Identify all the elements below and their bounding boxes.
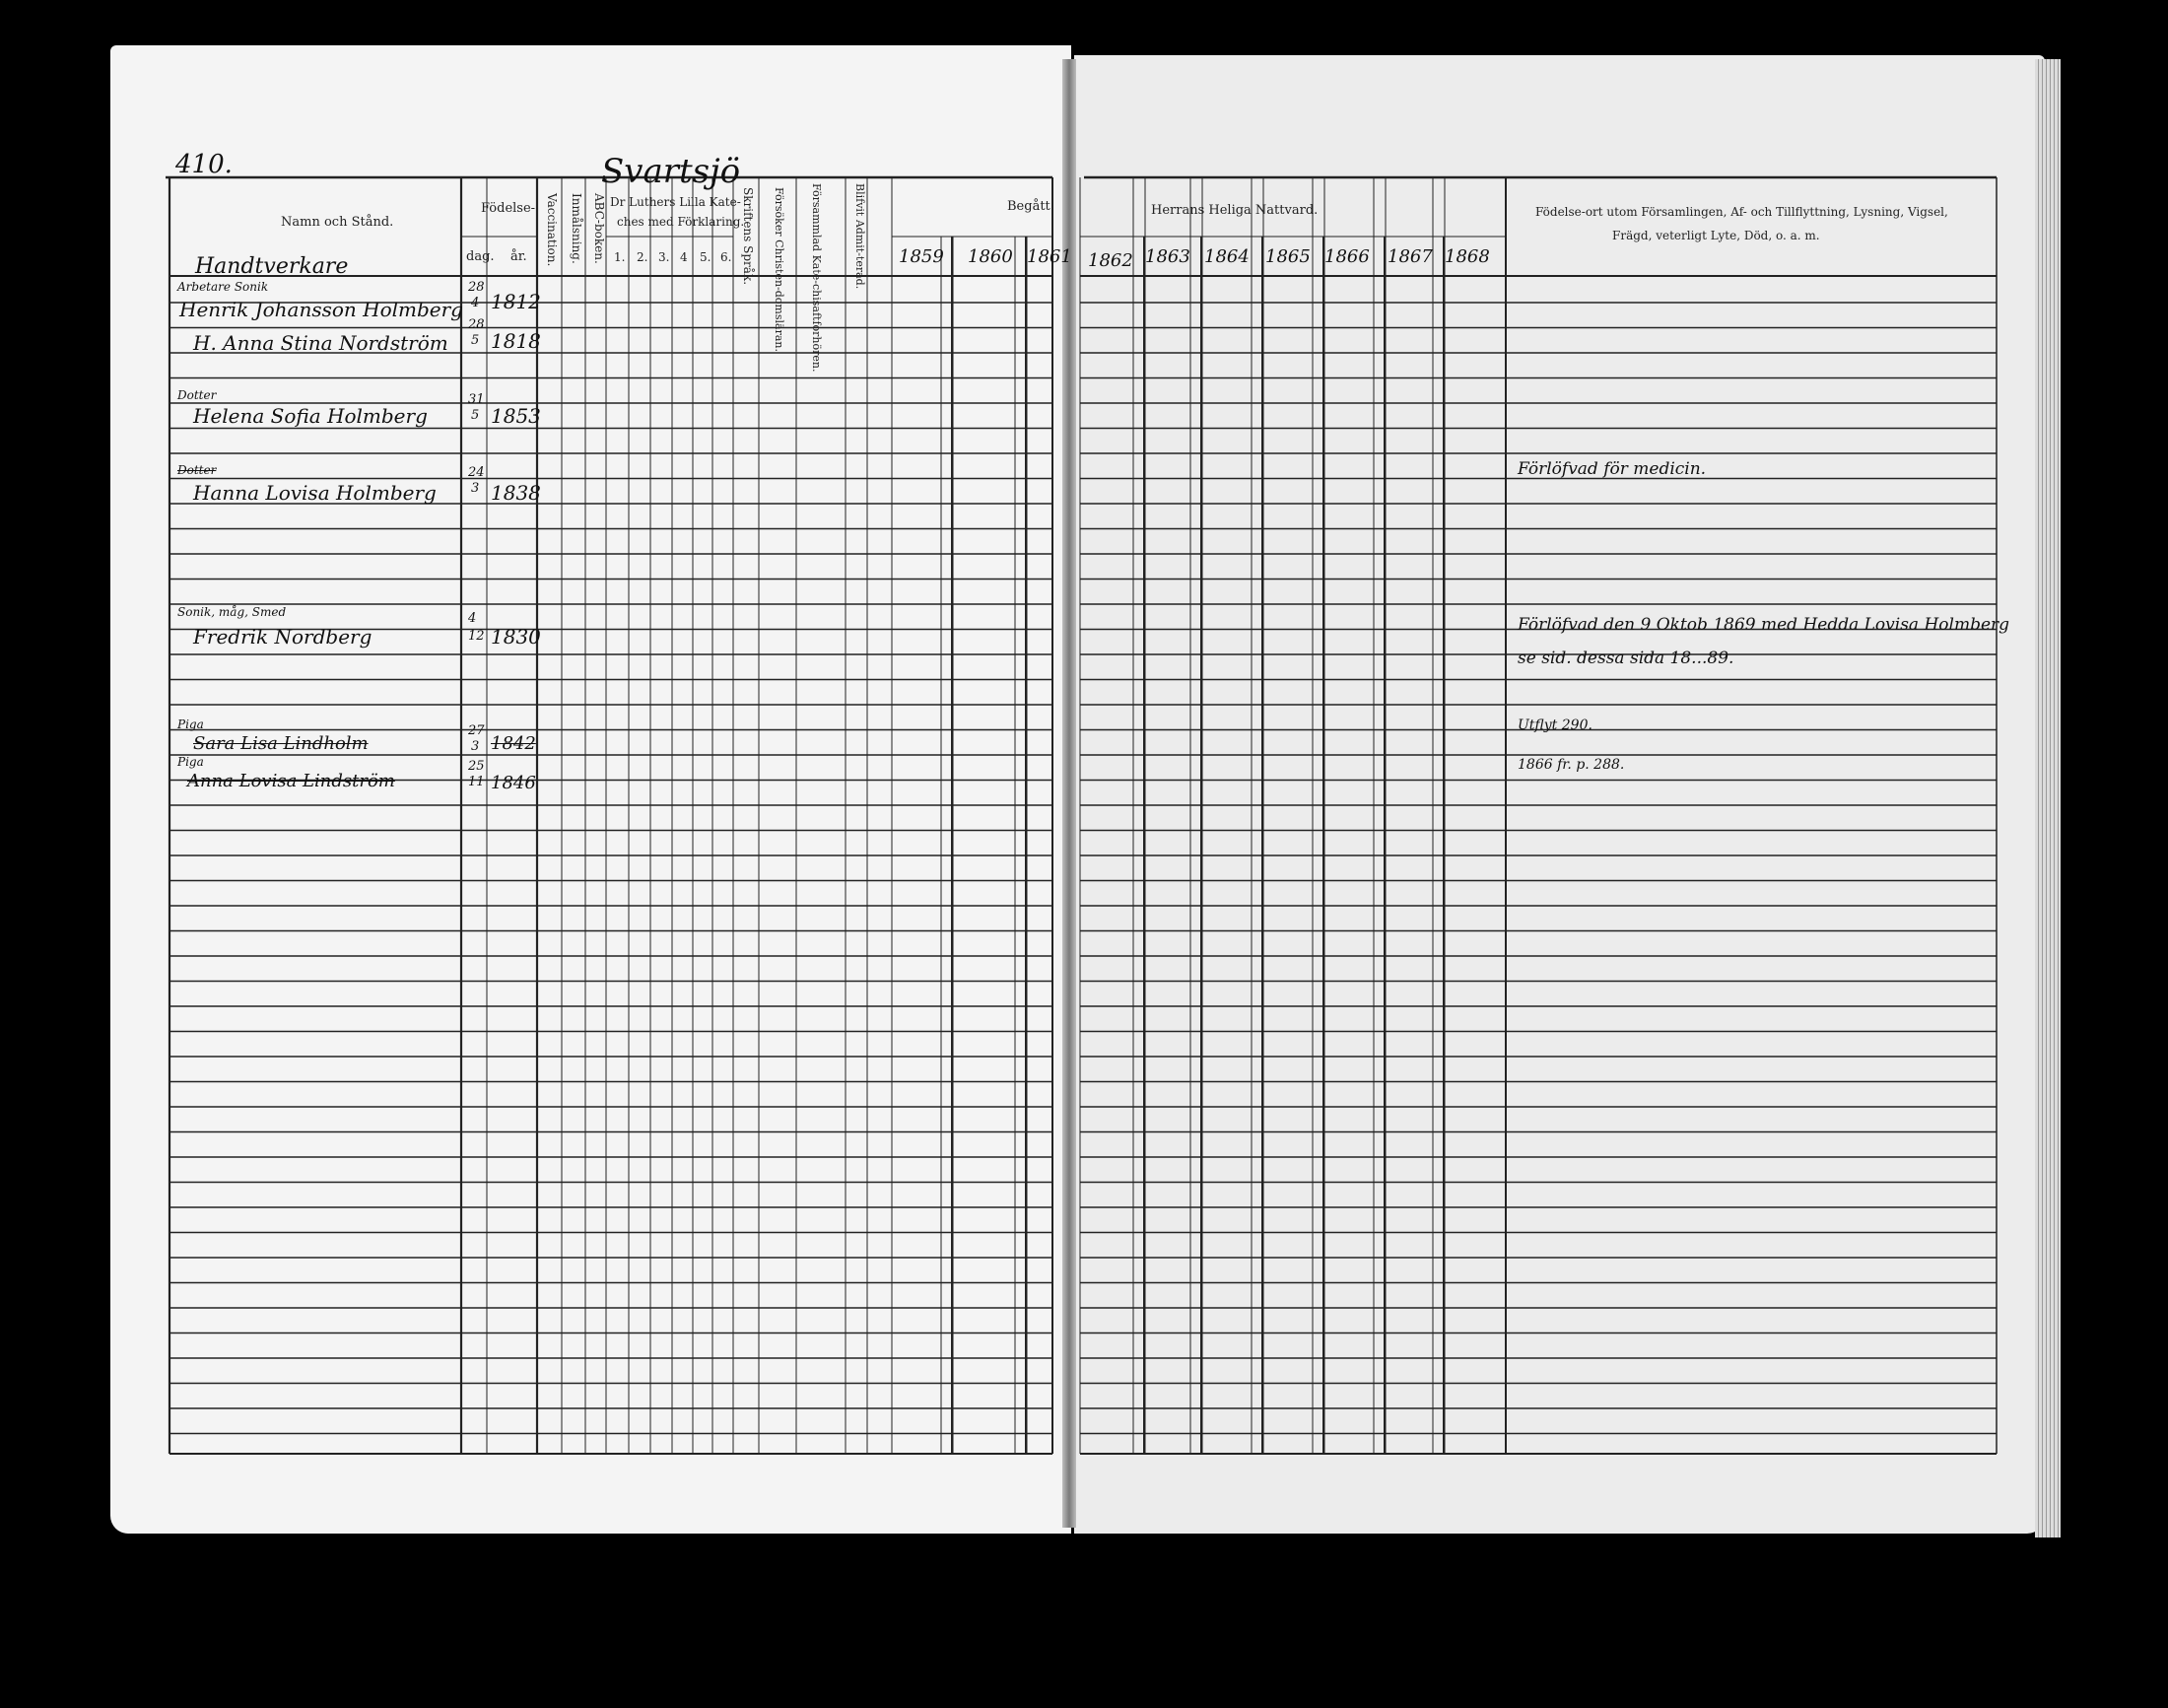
note: Utflyt 290. [1518, 717, 1592, 733]
entry-year: 1818 [491, 329, 541, 353]
header-luther: Dr Luthers Lilla Kate- [610, 195, 741, 209]
header-ar: år. [510, 249, 527, 264]
note: 1866 fr. p. 288. [1518, 757, 1625, 773]
year-1863: 1863 [1145, 246, 1190, 267]
entry-day: 28 [468, 280, 485, 295]
header-forsamlad: Försammlad Kate-chisaftforhören. [810, 183, 823, 373]
header-forsoksta: Försöker Christen-domsläran. [773, 187, 785, 352]
entry-name: Anna Lovisa Lindström [187, 771, 395, 791]
year-1859: 1859 [899, 246, 944, 267]
year-1868: 1868 [1445, 246, 1490, 267]
header-abc: ABC-boken. [592, 193, 606, 264]
year-1862: 1862 [1088, 250, 1133, 271]
header-c6: 6. [720, 250, 732, 264]
entry-name: H. Anna Stina Nordström [193, 331, 448, 355]
header-luther-2: ches med Förklaring. [617, 215, 745, 229]
header-begatt: Begått [1007, 199, 1050, 214]
header-c5: 5. [700, 250, 711, 264]
entry-name: Fredrik Nordberg [193, 625, 373, 649]
header-c4: 4 [680, 250, 688, 264]
parish-name: Svartsjö [601, 152, 741, 191]
entry-month: 11 [468, 775, 485, 789]
note: se sid. dessa sida 18...89. [1518, 649, 1734, 668]
entry-role: Piga [177, 755, 204, 769]
entry-month: 5 [471, 333, 480, 348]
year-1865: 1865 [1265, 246, 1311, 267]
entry-role: Arbetare Sonik [177, 280, 269, 294]
header-namn: Namn och Stånd. [281, 215, 394, 230]
header-inmalsning: Inmålsning. [570, 193, 583, 264]
year-1866: 1866 [1324, 246, 1370, 267]
entry-year: 1846 [491, 773, 536, 793]
header-c2: 2. [637, 250, 648, 264]
entry-year: 1842 [491, 733, 536, 754]
year-1861: 1861 [1027, 246, 1072, 267]
header-skriften: Skriftens Språk. [741, 187, 755, 286]
header-c1: 1. [614, 250, 626, 264]
header-notes-2: Frägd, veterligt Lyte, Död, o. a. m. [1612, 229, 1820, 242]
entry-role: Dotter [177, 463, 217, 477]
entry-role: Dotter [177, 388, 217, 402]
header-vaccination: Vaccination. [545, 193, 559, 267]
year-1864: 1864 [1204, 246, 1250, 267]
header-nattvard: Herrans Heliga Nattvard. [1151, 203, 1319, 218]
entry-name: Hanna Lovisa Holmberg [193, 481, 437, 505]
entry-name: Henrik Johansson Holmberg [179, 298, 463, 321]
entry-role: Piga [177, 717, 204, 731]
entry-month: 3 [471, 739, 480, 754]
entry-role: Sonik, måg, Smed [177, 605, 287, 619]
entry-month: 12 [468, 629, 485, 644]
page-number: 410. [175, 150, 233, 179]
header-dag: dag. [466, 249, 495, 264]
header-fodelse: Födelse- [481, 201, 536, 216]
entry-day: 28 [468, 317, 485, 332]
year-1867: 1867 [1388, 246, 1433, 267]
entry-day: 4 [468, 611, 477, 626]
entry-day: 25 [468, 759, 485, 774]
header-admitterad: Blifvit Admit-terad. [853, 183, 866, 290]
entry-day: 31 [468, 392, 485, 407]
header-notes: Födelse-ort utom Församlingen, Af- och Tillflyttning, Lysning, Vigsel, [1535, 205, 1948, 219]
year-1860: 1860 [968, 246, 1013, 267]
entry-name: Sara Lisa Lindholm [193, 733, 369, 754]
header-c3: 3. [658, 250, 670, 264]
section-label: Handtverkare [195, 254, 349, 279]
entry-month: 5 [471, 408, 480, 423]
note: Förlöfvad för medicin. [1518, 459, 1707, 479]
note: Förlöfvad den 9 Oktob 1869 med Hedda Lovisa Holmberg [1518, 615, 2010, 635]
entry-day: 27 [468, 723, 485, 738]
entry-year: 1838 [491, 481, 541, 505]
entry-month: 4 [471, 296, 480, 310]
entry-year: 1853 [491, 404, 541, 428]
entry-year: 1830 [491, 625, 541, 649]
entry-name: Helena Sofia Holmberg [193, 404, 428, 428]
entry-year: 1812 [491, 290, 541, 313]
entry-day: 24 [468, 465, 485, 480]
entry-month: 3 [471, 481, 480, 496]
